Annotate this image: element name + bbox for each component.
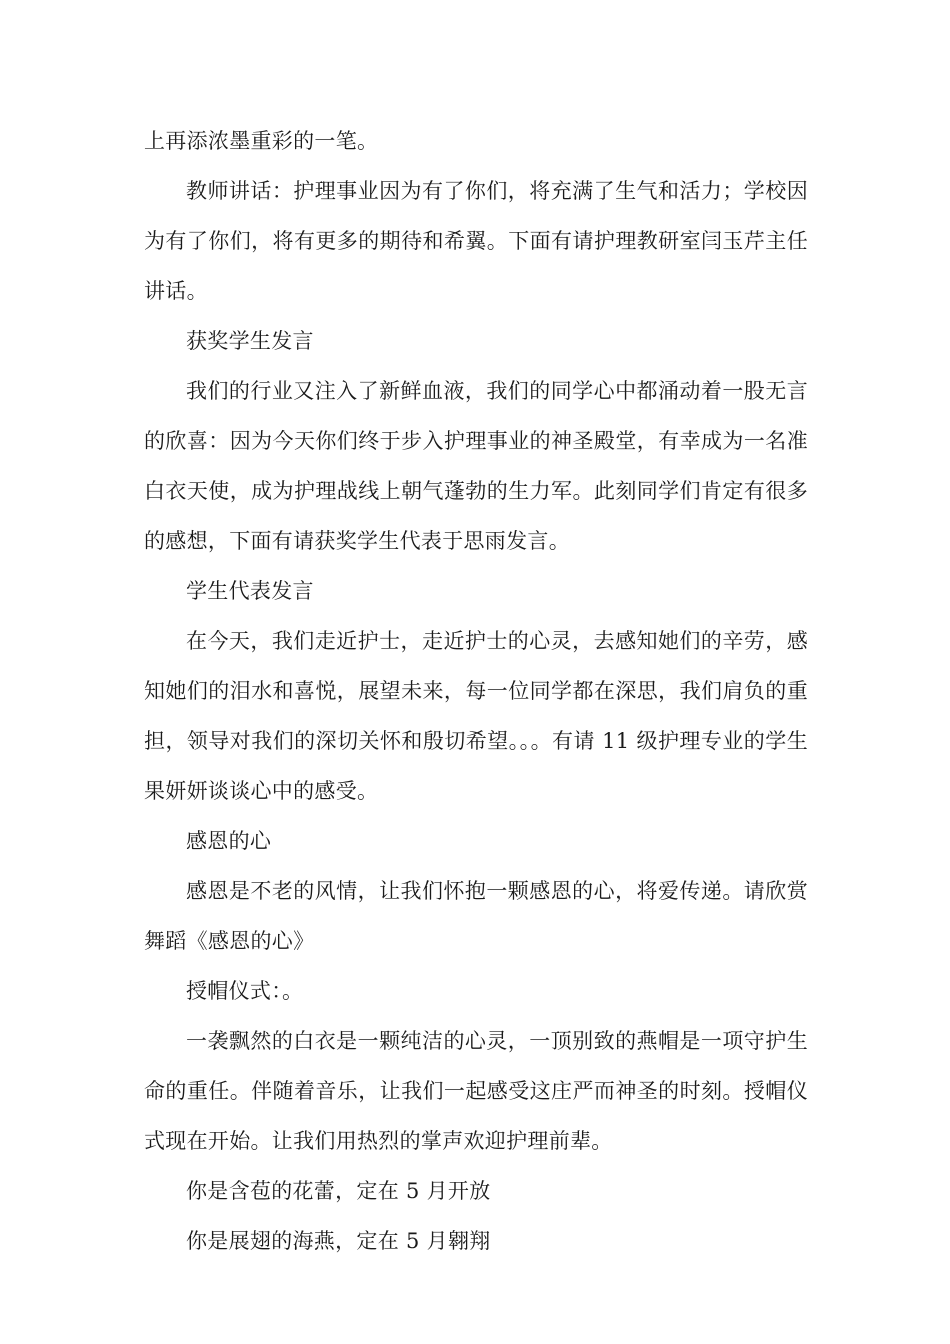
poem-line-2: 你是展翅的海燕，定在 5 月翱翔 xyxy=(186,1229,491,1253)
paragraph-continuation: 上再添浓墨重彩的一笔。 xyxy=(144,129,379,153)
paragraph-dance-intro: 感恩是不老的风情，让我们怀抱一颗感恩的心，将爱传递。请欣赏舞蹈《感恩的心》 xyxy=(144,879,808,953)
heading-student-rep-speech: 学生代表发言 xyxy=(186,579,314,603)
paragraph-award-student-intro: 我们的行业又注入了新鲜血液，我们的同学心中都涌动着一股无言的欣喜：因为今天你们终于步入护理事业的神圣殿堂，有幸成为一名准白衣天使，成为护理战线上朝气蓬勃的生力军。此刻同学们肯定有很多的感想，下面有请获奖学生代表于思雨发言。 xyxy=(144,379,808,553)
heading-award-student-speech: 获奖学生发言 xyxy=(186,329,314,353)
paragraph-capping-intro: 一袭飘然的白衣是一颗纯洁的心灵，一顶别致的燕帽是一项守护生命的重任。伴随着音乐，让我们一起感受这庄严而神圣的时刻。授帽仪式现在开始。让我们用热烈的掌声欢迎护理前辈。 xyxy=(144,1029,808,1153)
paragraph-student-rep-intro: 在今天，我们走近护士，走近护士的心灵，去感知她们的辛劳，感知她们的泪水和喜悦，展望未来，每一位同学都在深思，我们肩负的重担，领导对我们的深切关怀和殷切希望。。。有请 11 级护理专业的学生果妍妍谈谈心中的感受。 xyxy=(144,629,808,803)
paragraph-teacher-speech: 教师讲话：护理事业因为有了你们，将充满了生气和活力；学校因为有了你们，将有更多的期待和希翼。下面有请护理教研室闫玉芹主任讲话。 xyxy=(144,179,808,303)
heading-grateful-heart: 感恩的心 xyxy=(186,829,272,853)
heading-capping-ceremony: 授帽仪式：。 xyxy=(186,979,304,1003)
document-body xyxy=(144,116,808,1266)
poem-line-1: 你是含苞的花蕾，定在 5 月开放 xyxy=(186,1179,491,1203)
